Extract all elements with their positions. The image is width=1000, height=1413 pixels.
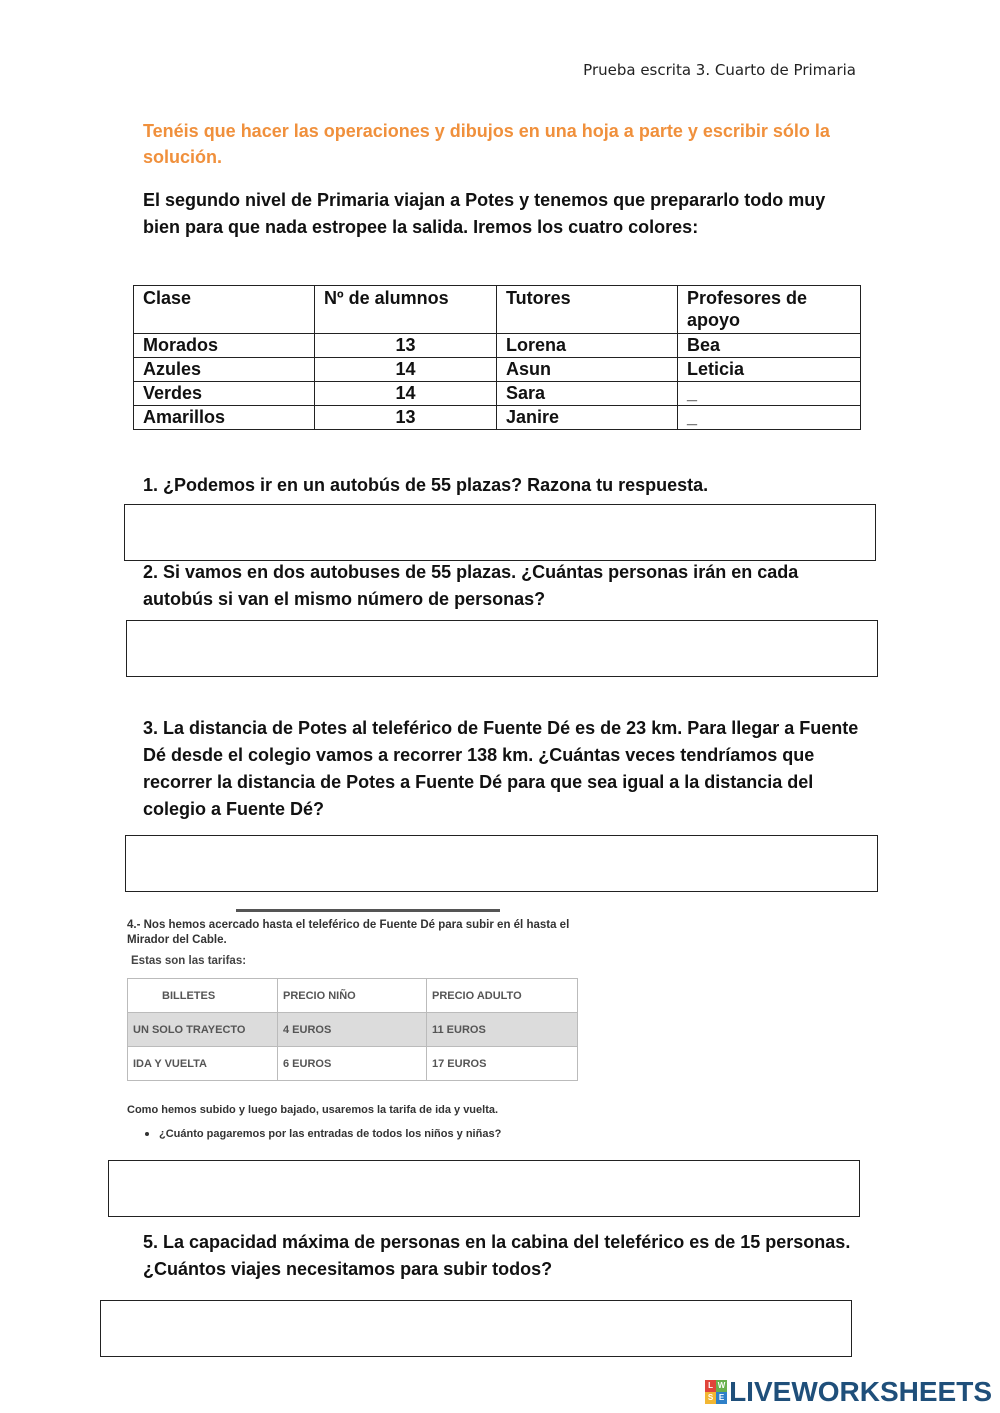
page-header: Prueba escrita 3. Cuarto de Primaria [583,61,856,79]
question-5: 5. La capacidad máxima de personas en la cabina del teleférico es de 15 personas. ¿Cuántos viajes necesitamos para subir todos? [143,1232,851,1279]
cell-alumnos: 13 [315,334,497,358]
cell-apoyo: Leticia [678,358,861,382]
question-3: 3. La distancia de Potes al teleférico de Fuente Dé es de 23 km. Para llegar a Fuente Dé desde el colegio vamos a recorrer 138 km. ¿Cuántas veces tendríamos que recorrer la distancia de Potes a Fuente Dé para que sea igual a la distancia del colegio a Fuente Dé? [143,718,859,819]
tariff-cell-nino: 4 EUROS [278,1013,427,1047]
tariff-cell-nino: 6 EUROS [278,1047,427,1081]
cell-clase: Verdes [134,382,315,406]
scan-top-line [236,909,500,912]
table-row [134,358,861,382]
tariff-cell-billete: UN SOLO TRAYECTO [128,1013,278,1047]
answer-box-3[interactable] [125,835,878,892]
liveworksheets-logo [705,1376,992,1408]
cell-apoyo: Bea [678,334,861,358]
tariff-header-billetes: BILLETES [128,979,278,1013]
bullet-dot [145,1132,149,1136]
cell-tutor: Asun [497,358,678,382]
cell-tutor: Janire [497,406,678,430]
q4-subtitle: Estas son las tarifas: [131,955,247,967]
cell-clase: Amarillos [134,406,315,430]
table-row [134,382,861,406]
table-row [134,406,861,430]
cell-apoyo: _ [678,382,861,406]
tariff-header-adulto: PRECIO ADULTO [427,979,578,1013]
cell-clase: Azules [134,358,315,382]
header-tutores: Tutores [497,286,678,334]
cell-apoyo: _ [678,406,861,430]
tariff-row [128,1047,578,1081]
tariff-cell-adulto: 17 EUROS [427,1047,578,1081]
logo-mark-l: L [705,1380,716,1392]
cell-tutor: Sara [497,382,678,406]
intro-paragraph: El segundo nivel de Primaria viajan a Potes y tenemos que prepararlo todo muy bien para que nada estropee la salida. Iremos los cuatro colores: [143,190,826,237]
cell-alumnos: 14 [315,382,497,406]
answer-box-1[interactable] [124,504,876,561]
tariff-row [128,1013,578,1047]
answer-box-5[interactable] [100,1300,852,1357]
tariff-table [127,978,578,1081]
answer-box-2[interactable] [126,620,878,677]
cell-tutor: Lorena [497,334,678,358]
table-row [134,334,861,358]
question-2: 2. Si vamos en dos autobuses de 55 plazas. ¿Cuántas personas irán en cada autobús si van el mismo número de personas? [143,562,799,609]
instruction-text: Tenéis que hacer las operaciones y dibujos en una hoja a parte y escribir sólo la solución. [143,121,830,167]
tariff-cell-billete: IDA Y VUELTA [128,1047,278,1081]
tariff-header-nino: PRECIO NIÑO [278,979,427,1013]
cell-alumnos: 13 [315,406,497,430]
logo-mark-icon [705,1380,727,1404]
answer-box-4[interactable] [108,1160,860,1217]
question-1: 1. ¿Podemos ir en un autobús de 55 plazas? Razona tu respuesta. [143,475,709,495]
logo-mark-w: W [717,1381,726,1390]
logo-mark-s: S [705,1392,716,1404]
logo-mark-e: E [716,1392,727,1404]
header-clase: Clase [134,286,315,334]
q4-bullet [145,1128,501,1140]
tariff-cell-adulto: 11 EUROS [427,1013,578,1047]
table-header-row [134,286,861,334]
cell-alumnos: 14 [315,358,497,382]
tariff-header-row [128,979,578,1013]
q4-bullet-text: ¿Cuánto pagaremos por las entradas de todos los niños y niñas? [159,1128,502,1140]
logo-text: LIVEWORKSHEETS [729,1376,992,1407]
header-alumnos: Nº de alumnos [315,286,497,334]
class-table [133,285,861,430]
header-profesores-apoyo: Profesores de apoyo [678,286,861,334]
q4-note: Como hemos subido y luego bajado, usaremos la tarifa de ida y vuelta. [127,1104,499,1116]
q4-title: 4.- Nos hemos acercado hasta el teleférico de Fuente Dé para subir en él hasta el Mirador del Cable. [127,919,570,946]
cell-clase: Morados [134,334,315,358]
